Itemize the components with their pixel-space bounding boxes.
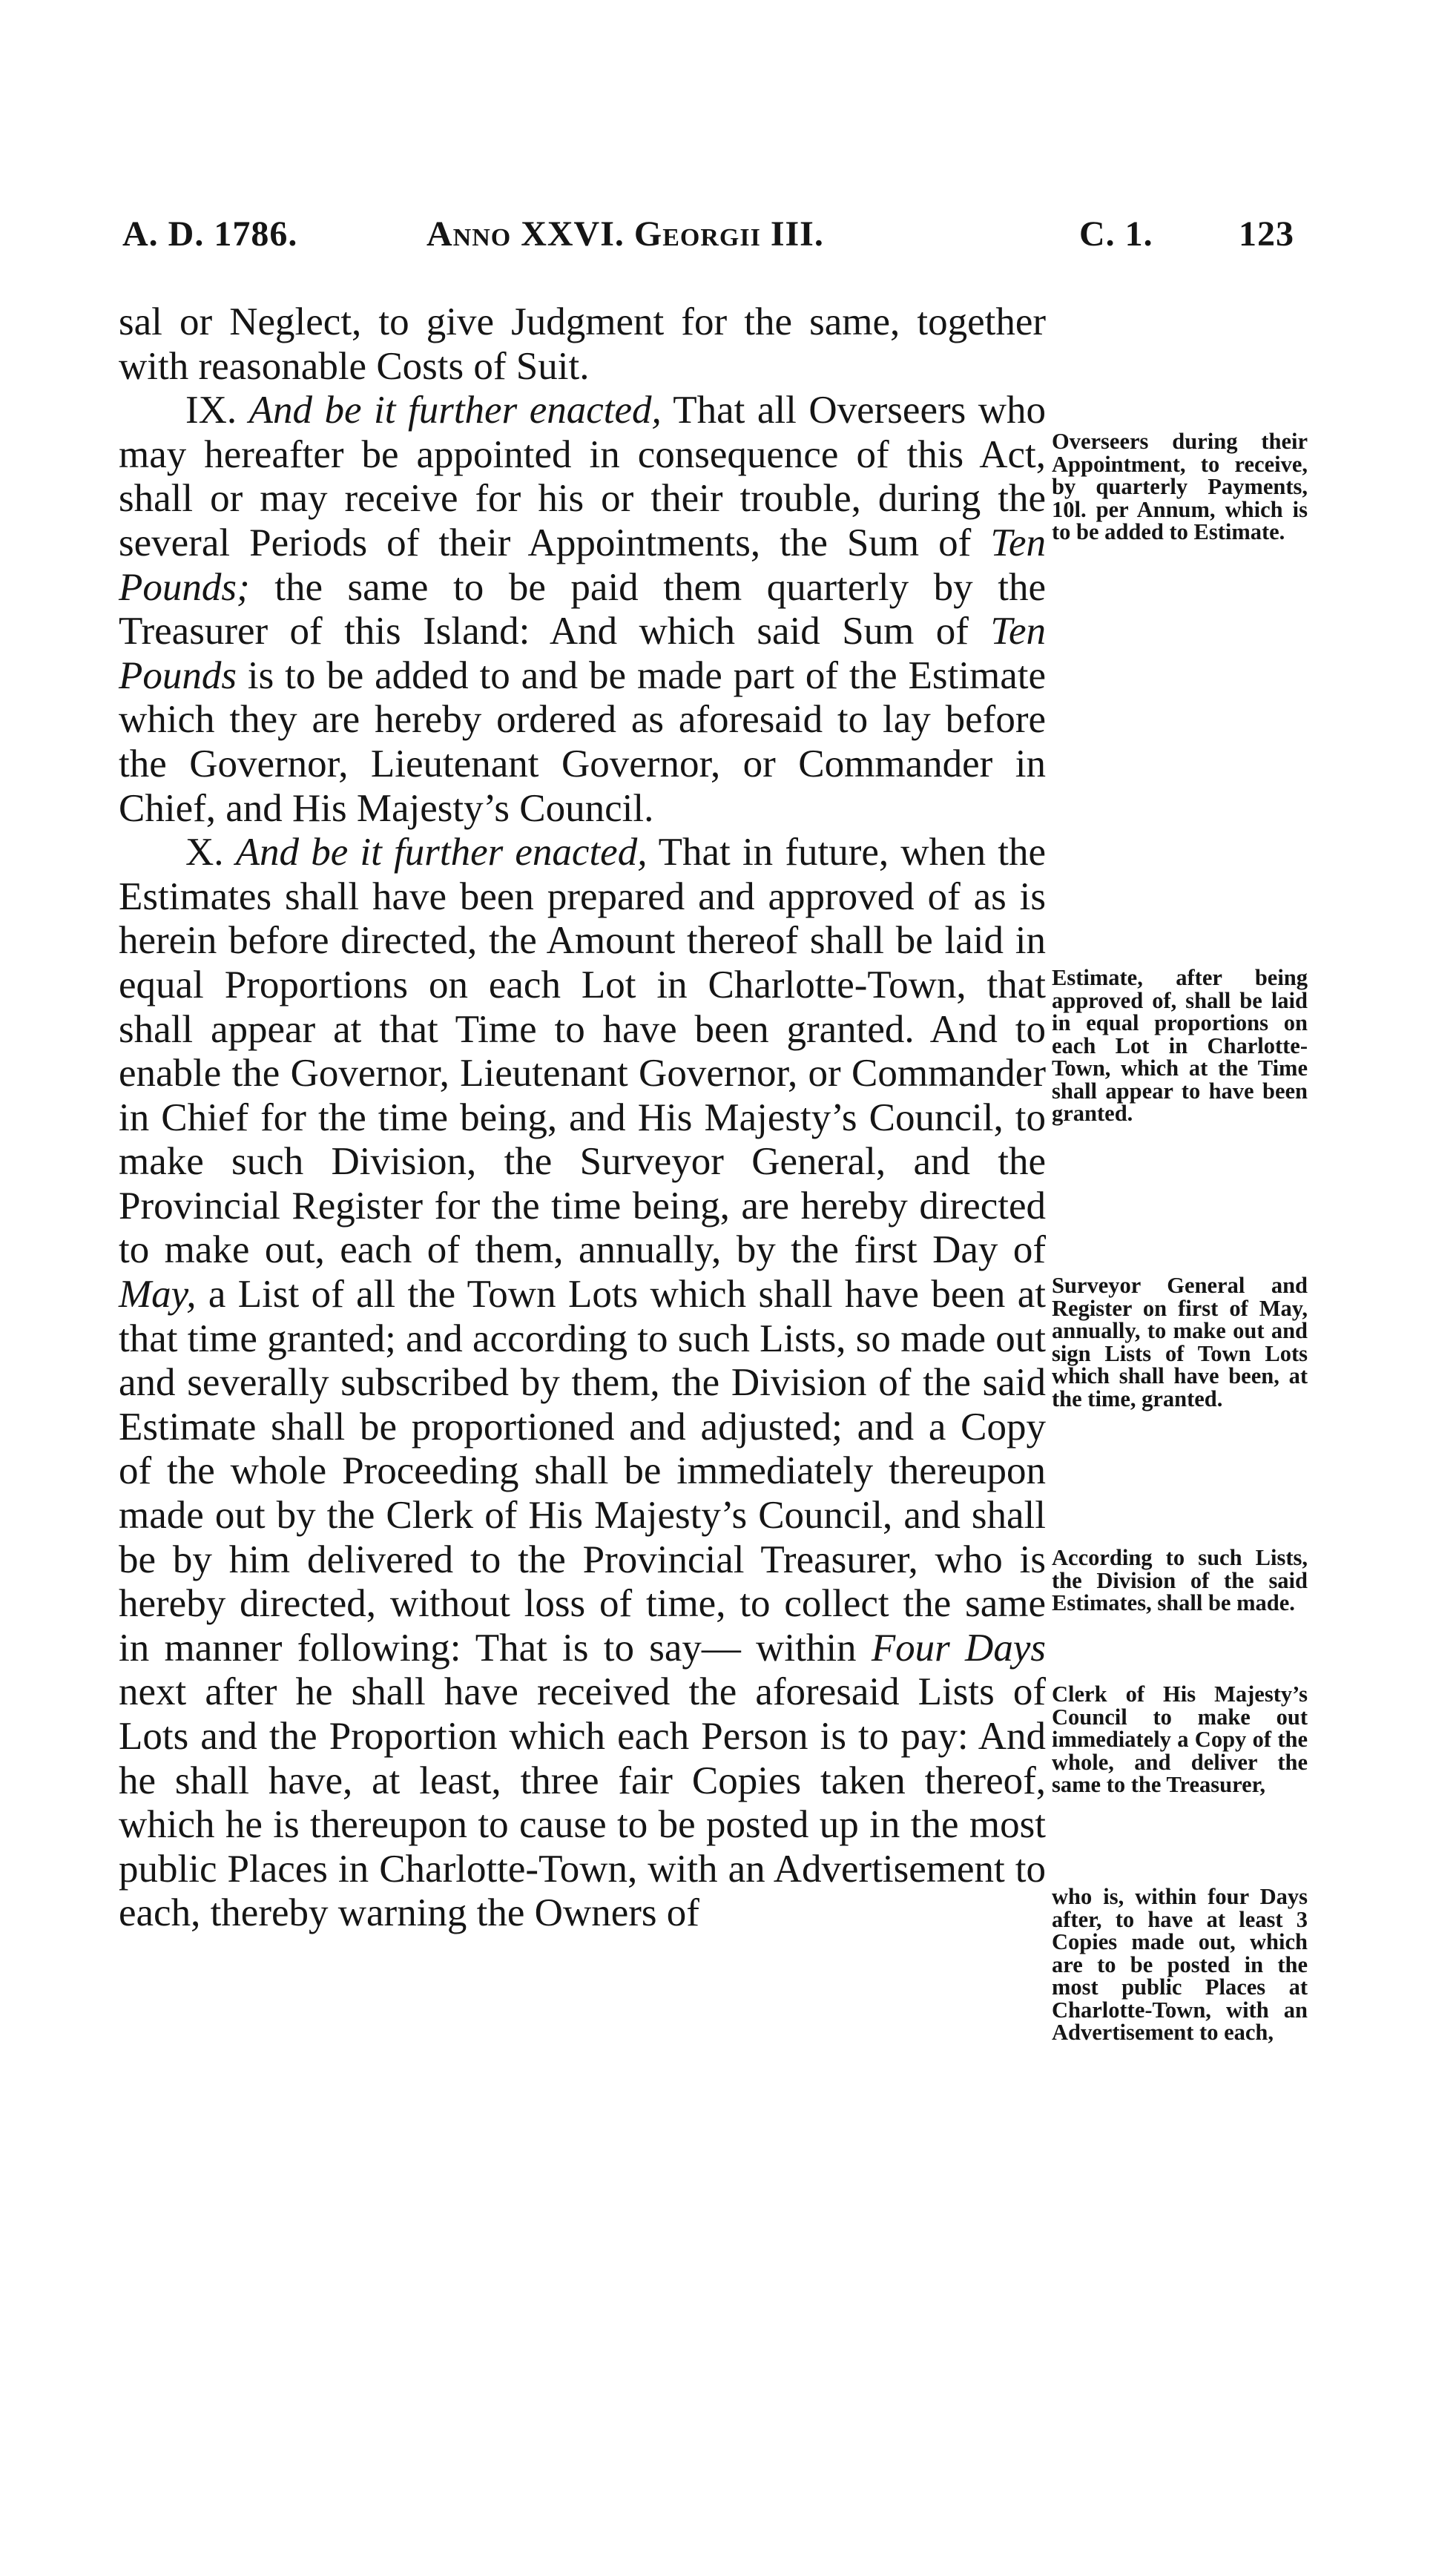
text-run: That all Overseers who may hereafter be appointed in consequence of this Act, shall or may receive for his or their trouble, during the several Periods of their Appointments, the Sum of — [119, 389, 1047, 564]
text-run: IX. — [185, 389, 249, 432]
paragraph-section-x — [119, 831, 1046, 1936]
header-date: A. D. 1786. — [122, 214, 298, 254]
italic-text: And be it further enacted, — [235, 831, 648, 874]
main-text-column — [119, 300, 1046, 1936]
margin-note-treasurer: who is, within four Days after, to have at least 3 Copies made out, which are to be posted in the most public Places at Charlotte-Town, with an Advertisement to each, — [1052, 1884, 1308, 2045]
text-run: a List of all the Town Lots which shall have been at that time granted; and according to such Lists, so made out and severally subscribed by them, the Division of the said Estimate shall be proportioned and adjusted; and a Copy of the whole Proceeding shall be immediately thereupon made out by the Clerk of His Majesty’s Council, and shall be by him delivered to the Provincial Treasurer, who is hereby directed, without loss of time, to collect the same in manner following: That is to say— within — [119, 1273, 1046, 1670]
text-run: sal or Neglect, to give Judgment for the same, together with reasonable Costs of Suit. — [119, 300, 1046, 388]
text-run: is to be added to and be made part of the Estimate which they are hereby ordered as aforesaid to lay before the Governor, Lieutenant Governor, or Commander in Chief, and His Majesty’s Council. — [119, 653, 1046, 830]
italic-text: Ten Pounds — [119, 610, 1046, 697]
header-title: Anno XXVI. Georgii III. — [426, 214, 824, 254]
margin-note-overseers: Overseers during their Appointment, to receive, by quarterly Payments, 10l. per Annum, which is to be added to Estimate. — [1052, 429, 1308, 544]
italic-text: May, — [119, 1273, 197, 1317]
text-run: That in future, when the Estimates shall have been prepared and approved of as is herein before directed, the Amount thereof shall be laid in equal Proportions on each Lot in Charlotte-Town, that shall appear at that Time to have been granted. And to enable the Governor, Lieutenant Governor, or Commander in Chief for the time being, and His Majesty’s Council, to make such Division, the Surveyor General, and the Provincial Register for the time being, are hereby directed to make out, each of them, annually, by the first Day of — [119, 831, 1046, 1272]
italic-text: Ten Pounds; — [119, 521, 1046, 609]
italic-text: And be it further enacted, — [248, 389, 662, 432]
margin-note-lists: According to such Lists, the Division of the said Estimates, shall be made. — [1052, 1545, 1308, 1615]
text-run: next after he shall have received the aforesaid Lists of Lots and the Proportion which each Person is to pay: And he shall have, at least, three fair Copies taken thereof, which he is thereupon to cause to be posted up in the most public Places in Charlotte-Town, with an Advertisement to each, thereby warning the Owners of — [119, 1670, 1046, 1935]
page-number: 123 — [1239, 214, 1294, 254]
paragraph-continuation — [119, 300, 1046, 389]
italic-text: Four Days — [871, 1626, 1046, 1670]
margin-note-surveyor: Surveyor General and Register on first of May, annually, to make out and sign Lists of Town Lots which shall have been, at the time, granted. — [1052, 1273, 1308, 1411]
margin-note-clerk: Clerk of His Majesty’s Council to make out immediately a Copy of the whole, and deliver the same to the Treasurer, — [1052, 1681, 1308, 1797]
paragraph-section-ix — [119, 389, 1046, 831]
text-run: X. — [185, 831, 236, 874]
running-head — [122, 214, 1317, 258]
text-run: the same to be paid them quarterly by the Treasurer of this Island: And which said Sum of — [119, 565, 1046, 653]
header-chapter: C. 1. — [1079, 214, 1153, 254]
margin-note-estimate: Estimate, after being approved of, shall be laid in equal proportions on each Lot in Charlotte-Town, which at the Time shall appear to have been granted. — [1052, 965, 1308, 1126]
